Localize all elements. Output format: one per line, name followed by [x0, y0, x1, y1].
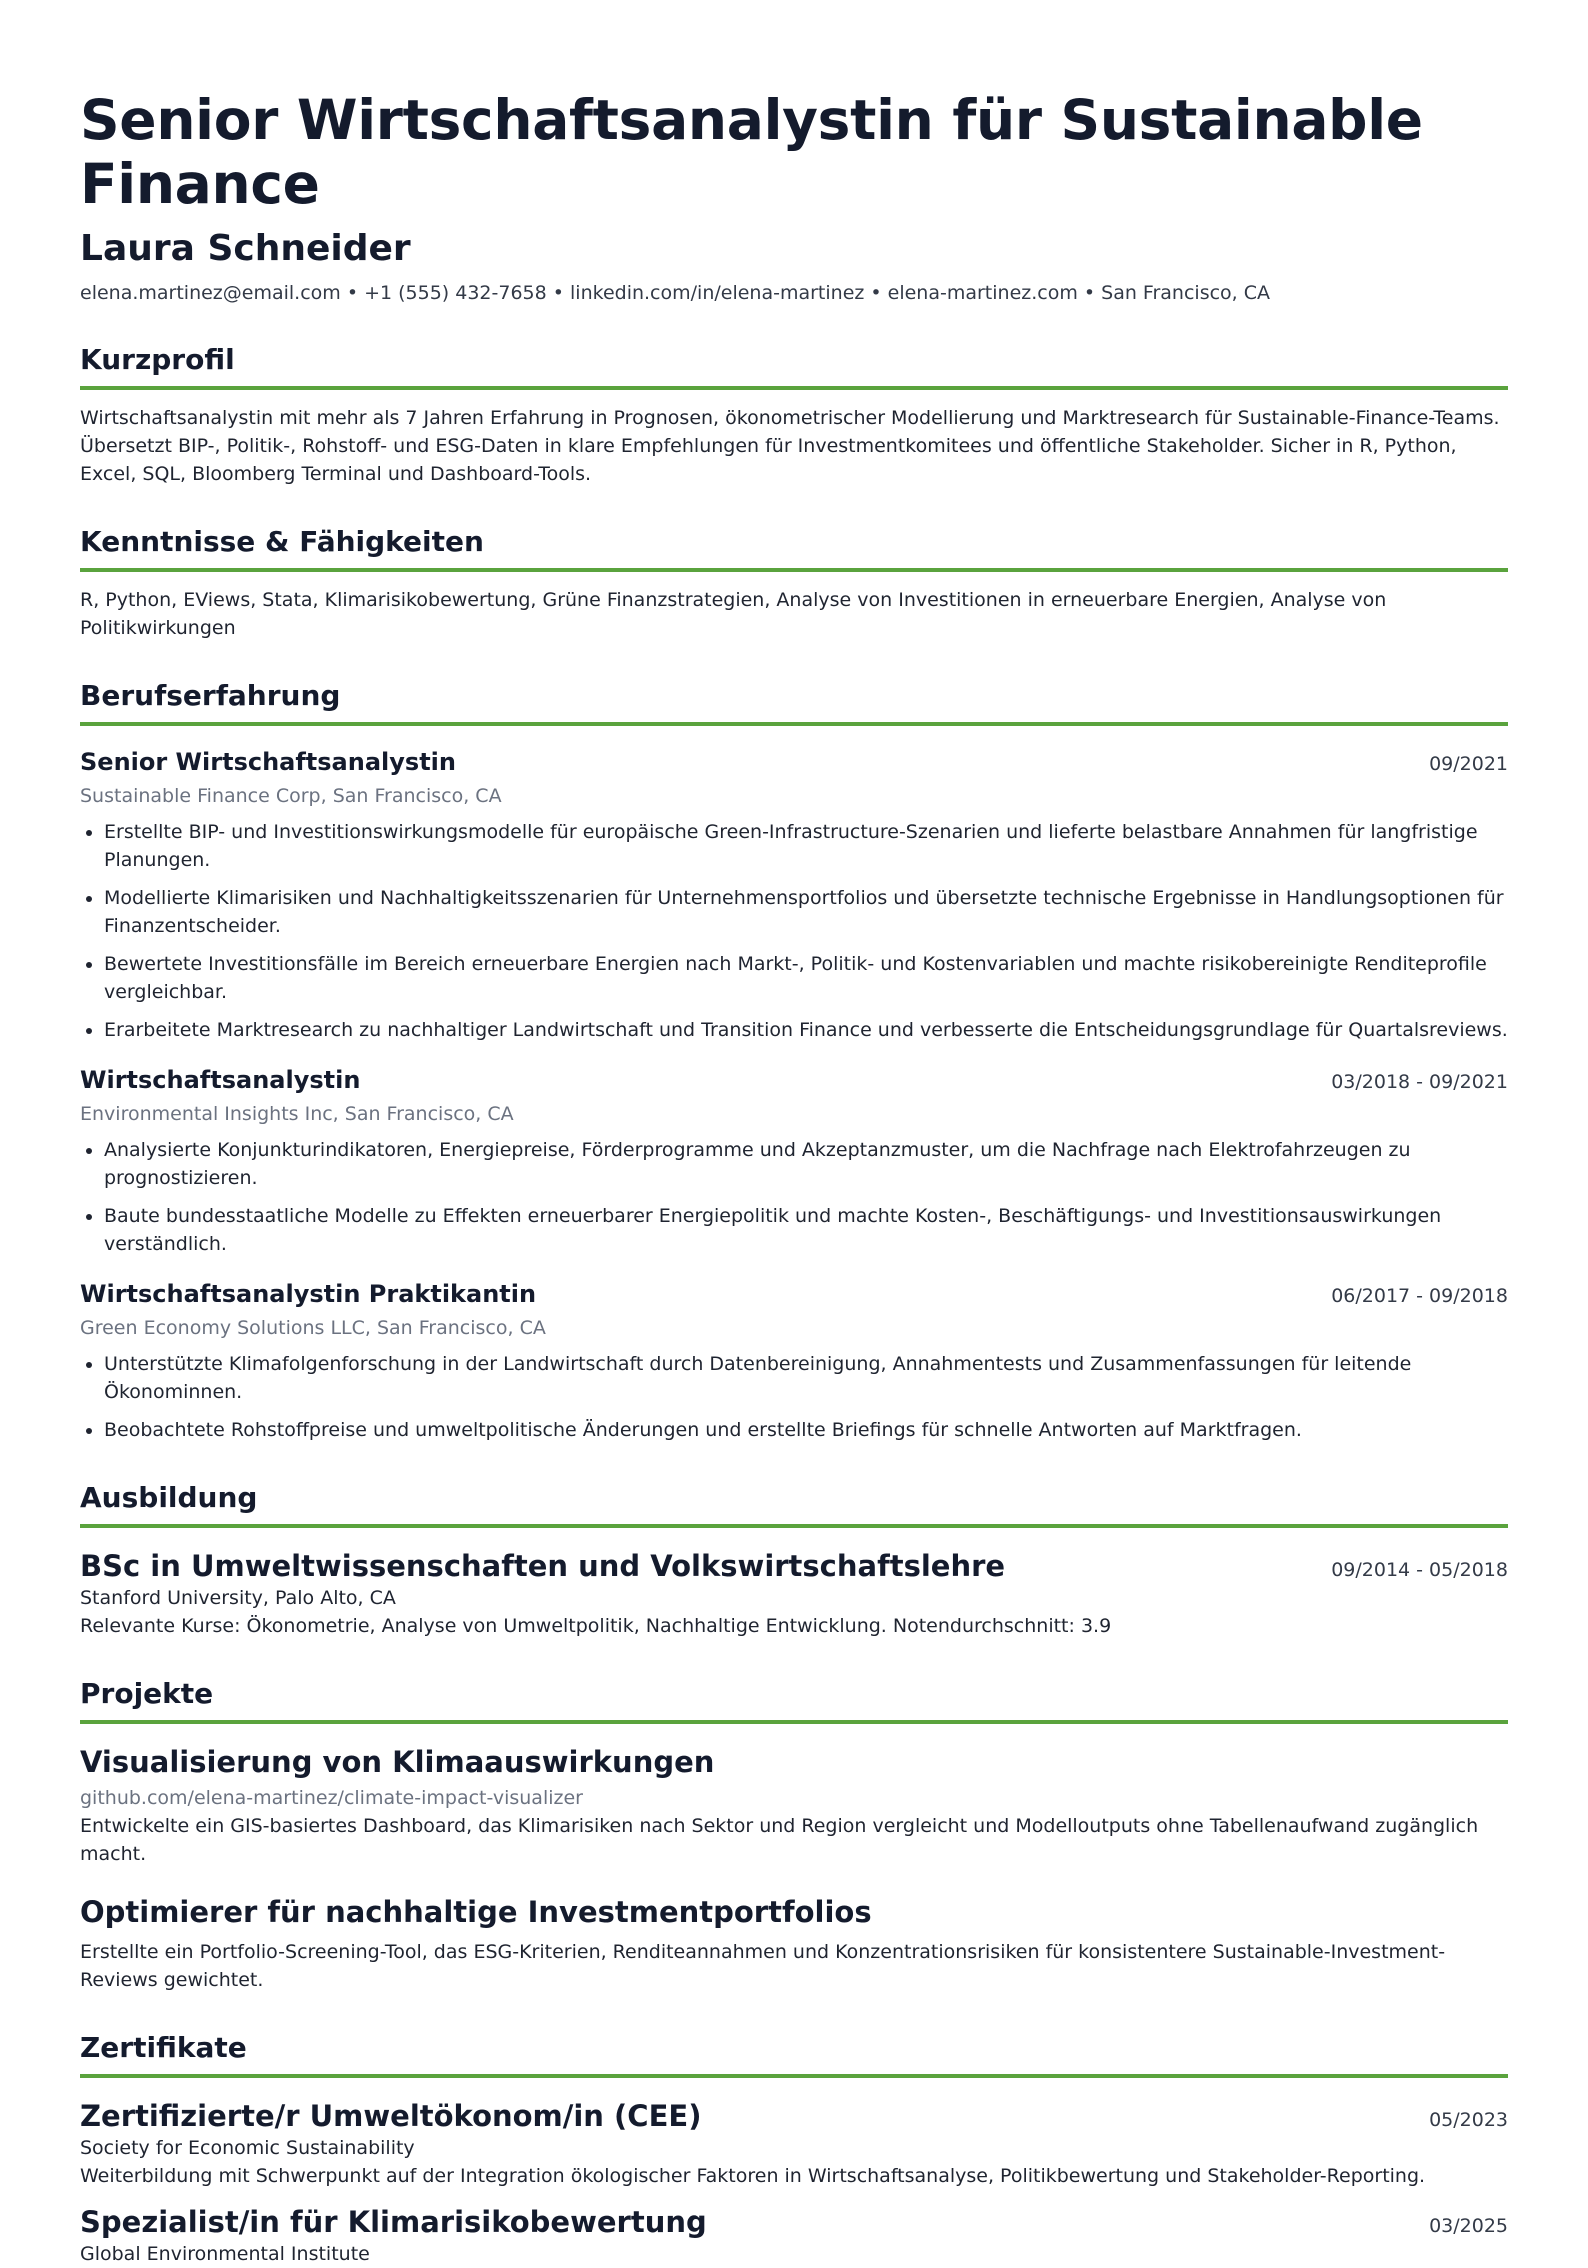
job-bullets	[80, 1136, 1508, 1258]
project-title: Visualisierung von Klimaauswirkungen	[80, 1745, 715, 1779]
bullet-item: • Modellierte Klimarisiken und Nachhaltigkeitsszenarien für Unternehmensportfolios und übersetzte technische Ergebnisse in Handlungsoptionen für Finanzentscheider.	[104, 884, 1508, 940]
section-title-skills: Kenntnisse & Fähigkeiten	[80, 524, 1508, 572]
job-date: 06/2017 - 09/2018	[1331, 1285, 1508, 1307]
certificate-title: Spezialist/in für Klimarisikobewertung	[80, 2205, 707, 2239]
section-title-projects: Projekte	[80, 1676, 1508, 1724]
project-description: Erstellte ein Portfolio-Screening-Tool, das ESG-Kriterien, Renditeannahmen und Konzentrationsrisiken für konsistentere Sustainable-Investment-Reviews gewichtet.	[80, 1941, 1446, 1991]
bullet-item: • Erstellte BIP- und Investitionswirkungsmodelle für europäische Green-Infrastructure-Szenarien und lieferte belastbare Annahmen für langfristige Planungen.	[104, 818, 1508, 874]
job-bullets	[80, 818, 1508, 1044]
skills-text: R, Python, EViews, Stata, Klimarisikobewertung, Grüne Finanzstrategien, Analyse von Investitionen in erneuerbare Energien, Analyse von Politikwirkungen	[80, 589, 1387, 639]
profile-text: Wirtschaftsanalystin mit mehr als 7 Jahren Erfahrung in Prognosen, ökonometrischer Modellierung und Marktresearch für Sustainable-Finance-Teams. Übersetzt BIP-, Politik-, Rohstoff- und ESG-Daten in klare Empfehlungen für Investmentkomitees und öffentliche Stakeholder. Sicher in R, Python, Excel, SQL, Bloomberg Terminal und Dashboard-Tools.	[80, 407, 1500, 485]
education-date: 09/2014 - 05/2018	[1331, 1559, 1508, 1581]
certificate-title: Zertifizierte/r Umweltökonom/in (CEE)	[80, 2099, 702, 2133]
job-company: Green Economy Solutions LLC, San Francisco, CA	[80, 1317, 546, 1339]
section-title-experience: Berufserfahrung	[80, 678, 1508, 726]
certificate-issuer: Society for Economic Sustainability	[80, 2137, 415, 2159]
school-name: Stanford University, Palo Alto, CA	[80, 1587, 396, 1609]
job-title: Senior Wirtschaftsanalystin	[80, 748, 456, 776]
project-link[interactable]: github.com/elena-martinez/climate-impact-visualizer	[80, 1787, 583, 1809]
section-title-education: Ausbildung	[80, 1480, 1508, 1528]
page-title: Senior Wirtschaftsanalystin für Sustainable Finance	[80, 88, 1423, 216]
candidate-name: Laura Schneider	[80, 228, 411, 269]
job-entry	[80, 1278, 1508, 1444]
job-date: 09/2021	[1429, 753, 1508, 775]
skills-section	[80, 524, 1508, 642]
profile-section	[80, 342, 1508, 488]
bullet-item: • Baute bundesstaatliche Modelle zu Effekten erneuerbarer Energiepolitik und machte Kosten-, Beschäftigungs- und Investitionsauswirkungen verständlich.	[104, 1202, 1508, 1258]
job-title: Wirtschaftsanalystin	[80, 1066, 361, 1094]
certificate-issuer: Global Environmental Institute	[80, 2243, 370, 2265]
certificate-date: 03/2025	[1429, 2215, 1508, 2237]
job-title: Wirtschaftsanalystin Praktikantin	[80, 1280, 537, 1308]
experience-section	[80, 678, 1508, 1444]
certificates-section	[80, 2030, 1508, 2268]
job-date: 03/2018 - 09/2021	[1331, 1071, 1508, 1093]
bullet-item: • Unterstützte Klimafolgenforschung in der Landwirtschaft durch Datenbereinigung, Annahmentests und Zusammenfassungen für leitende Ökonominnen.	[104, 1350, 1508, 1406]
job-entry	[80, 1064, 1508, 1258]
projects-section	[80, 1676, 1508, 1994]
job-bullets	[80, 1350, 1508, 1444]
section-title-certificates: Zertifikate	[80, 2030, 1508, 2078]
job-entry	[80, 746, 1508, 1044]
education-details: Relevante Kurse: Ökonometrie, Analyse von Umweltpolitik, Nachhaltige Entwicklung. Notendurchschnitt: 3.9	[80, 1615, 1112, 1637]
degree-title: BSc in Umweltwissenschaften und Volkswirtschaftslehre	[80, 1549, 1006, 1583]
bullet-item: • Erarbeitete Marktresearch zu nachhaltiger Landwirtschaft und Transition Finance und verbesserte die Entscheidungsgrundlage für Quartalsreviews.	[104, 1016, 1508, 1044]
bullet-item: • Beobachtete Rohstoffpreise und umweltpolitische Änderungen und erstellte Briefings für schnelle Antworten auf Marktfragen.	[104, 1416, 1508, 1444]
job-company: Sustainable Finance Corp, San Francisco, CA	[80, 785, 502, 807]
contact-line: elena.martinez@email.com • +1 (555) 432-7658 • linkedin.com/in/elena-martinez • elena-martinez.com • San Francisco, CA	[80, 282, 1271, 304]
certificate-description: Weiterbildung mit Schwerpunkt auf der Integration ökologischer Faktoren in Wirtschaftsanalyse, Politikbewertung und Stakeholder-Reporting.	[80, 2165, 1426, 2187]
certificate-date: 05/2023	[1429, 2109, 1508, 2131]
section-title-profile: Kurzprofil	[80, 342, 1508, 390]
project-description: Entwickelte ein GIS-basiertes Dashboard, das Klimarisiken nach Sektor und Region vergleicht und Modelloutputs ohne Tabellenaufwand zugänglich macht.	[80, 1815, 1479, 1865]
job-company: Environmental Insights Inc, San Francisco, CA	[80, 1103, 514, 1125]
bullet-item: • Bewertete Investitionsfälle im Bereich erneuerbare Energien nach Markt-, Politik- und Kostenvariablen und machte risikobereinigte Renditeprofile vergleichbar.	[104, 950, 1508, 1006]
project-title: Optimierer für nachhaltige Investmentportfolios	[80, 1895, 872, 1929]
bullet-item: • Analysierte Konjunkturindikatoren, Energiepreise, Förderprogramme und Akzeptanzmuster, um die Nachfrage nach Elektrofahrzeugen zu prognostizieren.	[104, 1136, 1508, 1192]
education-section	[80, 1480, 1508, 1640]
